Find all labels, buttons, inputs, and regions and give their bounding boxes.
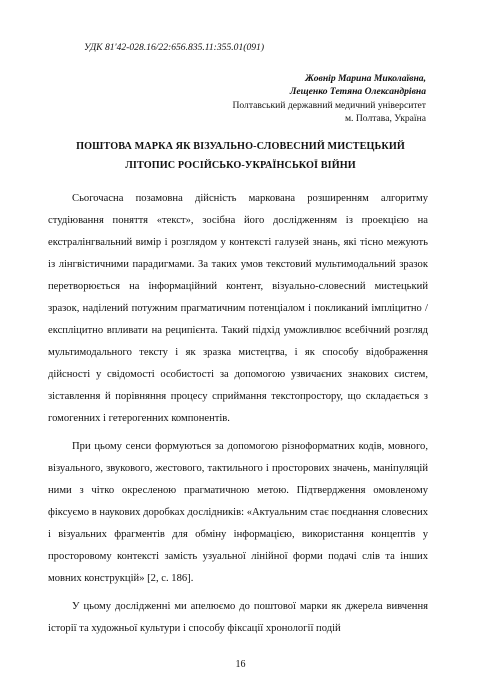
author-block: [232, 72, 426, 125]
body-text: [48, 188, 428, 646]
paper-title: [62, 138, 419, 175]
paragraph: У цьому дослідженні ми апелюємо до поштової марки як джерела вивчення історії та художньої культури і способу фіксації хронології подій: [48, 601, 428, 634]
title-line: ПОШТОВА МАРКА ЯК ВІЗУАЛЬНО-СЛОВЕСНИЙ МИСТЕЦЬКИЙ: [76, 141, 405, 152]
paragraph: Сьогочасна позамовна дійсність маркована розширенням алгоритму студіювання поняття «текст», зосібна його дослідженням із проекцією на екстралінгвальний вимір і розглядом у контексті галузей знань, які тісно межують із лінгвістичними парадигмами. За таких умов текстовий мультимодальний зразок перетворюється на інформаційний контент, візуально-словесний мистецький зразок, наділений потужним прагматичним потенціалом і покликаний імпліцитно / експліцитно впливати на реципієнта. Такий підхід уможливлює всебічний розгляд мультимодального тексту і як зразка мистецтва, і як способу відображення дійсності у свідомості особистості за допомогою узвичаєних знакових систем, зіставлення й порівняння процесу сприймання текстопростору, що складається з гомогенних і гетерогенних компонентів.: [48, 193, 428, 424]
title-line: ЛІТОПИС РОСІЙСЬКО-УКРАЇНСЬКОЇ ВІЙНИ: [125, 159, 356, 171]
author-name: Жовнір Марина Миколаївна,: [305, 73, 426, 84]
udc-code: УДК 81'42-028.16/22:656.835.11:355.01(091): [84, 42, 265, 53]
affiliation: Полтавський державний медичний університет: [232, 99, 426, 111]
city: м. Полтава, Україна: [344, 112, 426, 124]
paragraph: При цьому сенси формуються за допомогою різноформатних кодів, мовного, візуального, звукового, жестового, тактильного і просторових значень, маніпуляцій ними з чітко окресленою прагматичною метою. Підтвердження омовленому фіксуємо в наукових доробках дослідників: «Актуальним стає поєднання словесних і візуальних фрагментів для обміну інформацією, використання концептів у просторовому контексті замість узуальної лінійної форми подачі слів та інших мовних конструкцій» [2, с. 186].: [48, 441, 428, 584]
author-name: Лещенко Тетяна Олександрівна: [289, 86, 426, 98]
page-number: 16: [235, 659, 246, 670]
